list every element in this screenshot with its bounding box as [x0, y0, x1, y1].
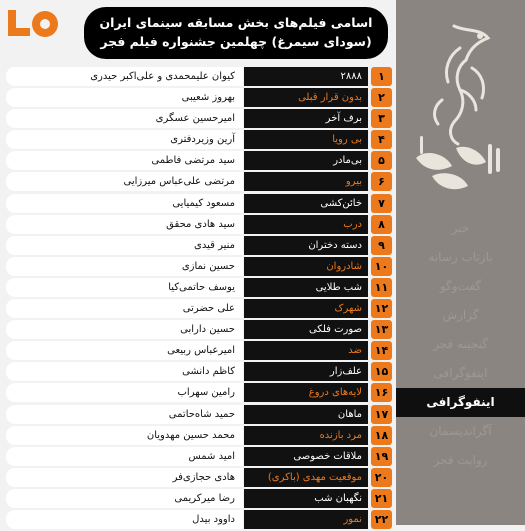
row-number: ۲	[371, 88, 392, 107]
film-title: بیرو	[244, 172, 368, 191]
director-name: یوسف حاتمی‌کیا	[6, 278, 243, 297]
table-row	[6, 510, 392, 530]
film-title: بی‌مادر	[244, 151, 368, 170]
row-number: ۴	[371, 130, 392, 149]
row-number: ۶	[371, 172, 392, 191]
row-number: ۲۱	[371, 489, 392, 508]
director-name: مسعود کیمیایی	[6, 194, 243, 213]
film-title: شادروان	[244, 257, 368, 276]
table-row	[6, 130, 392, 150]
film-title: بی رویا	[244, 130, 368, 149]
row-number: ۳	[371, 109, 392, 128]
row-number: ۱۹	[371, 447, 392, 466]
film-title: علف‌زار	[244, 362, 368, 381]
simorgh-emblem-icon	[396, 8, 525, 208]
table-row	[6, 320, 392, 340]
table-row	[6, 405, 392, 425]
title-line-2: (سودای سیمرغ) چهلمین جشنواره فیلم فجر	[100, 34, 372, 49]
row-number: ۹	[371, 236, 392, 255]
sidebar-item-0[interactable]: خبر	[451, 221, 470, 235]
director-name: علی حضرتی	[6, 299, 243, 318]
film-title: صورت فلکی	[244, 320, 368, 339]
table-row	[6, 67, 392, 87]
film-title: شهرک	[244, 299, 368, 318]
row-number: ۷	[371, 194, 392, 213]
table-row	[6, 426, 392, 446]
table-row	[6, 151, 392, 171]
row-number: ۱۴	[371, 341, 392, 360]
director-name: امیرحسین عسگری	[6, 109, 243, 128]
film-title: دسته دختران	[244, 236, 368, 255]
film-title: نگهبان شب	[244, 489, 368, 508]
film-title: مرد بازنده	[244, 426, 368, 445]
row-number: ۱۱	[371, 278, 392, 297]
sidebar-item-3[interactable]: گزارش	[442, 308, 479, 322]
table-row	[6, 215, 392, 235]
film-title: خائن‌کشی	[244, 194, 368, 213]
director-name: بهروز شعیبی	[6, 88, 243, 107]
table-row	[6, 383, 392, 403]
table-row	[6, 299, 392, 319]
page-title	[84, 7, 388, 59]
director-name: امید شمس	[6, 447, 243, 466]
film-title: شب طلایی	[244, 278, 368, 297]
director-name: منیر قیدی	[6, 236, 243, 255]
director-name: حسین دارابی	[6, 320, 243, 339]
film-title: موقعیت مهدی (باکری)	[244, 468, 368, 487]
film-title: بدون قرار قبلی	[244, 88, 368, 107]
film-title: نمور	[244, 510, 368, 529]
sidebar-menu	[396, 214, 525, 475]
row-number: ۱۸	[371, 426, 392, 445]
row-number: ۸	[371, 215, 392, 234]
table-row	[6, 447, 392, 467]
director-name: حسین نمازی	[6, 257, 243, 276]
sidebar-item-4[interactable]: گنجینه فجر	[433, 337, 488, 351]
table-row	[6, 362, 392, 382]
table-row	[6, 194, 392, 214]
director-name: سید مرتضی فاطمی	[6, 151, 243, 170]
film-title: ماهان	[244, 405, 368, 424]
row-number: ۱۵	[371, 362, 392, 381]
director-name: رامین سهراب	[6, 383, 243, 402]
table-row	[6, 109, 392, 129]
director-name: هادی حجازی‌فر	[6, 468, 243, 487]
row-number: ۱۳	[371, 320, 392, 339]
film-title: ضد	[244, 341, 368, 360]
sidebar-item-2[interactable]: گفت‌وگو	[439, 279, 482, 293]
table-row	[6, 341, 392, 361]
table-row	[6, 257, 392, 277]
sidebar-item-1[interactable]: بازتاب رسانه	[428, 250, 493, 264]
row-number: ۱۲	[371, 299, 392, 318]
film-title: لایه‌های دروغ	[244, 383, 368, 402]
sidebar-item-8[interactable]: روایت فجر	[433, 453, 488, 467]
film-title: ۲۸۸۸	[244, 67, 368, 86]
film-title: برف آخر	[244, 109, 368, 128]
director-name: آرین وزیردفتری	[6, 130, 243, 149]
row-number: ۱۰	[371, 257, 392, 276]
director-name: داوود بیدل	[6, 510, 243, 529]
table-row	[6, 468, 392, 488]
director-name: سید هادی محقق	[6, 215, 243, 234]
director-name: کیوان علیمحمدی و علی‌اکبر حیدری	[6, 67, 243, 86]
table-row	[6, 489, 392, 509]
row-number: ۵	[371, 151, 392, 170]
table-row	[6, 172, 392, 192]
sidebar	[396, 0, 525, 525]
row-number: ۱۶	[371, 383, 392, 402]
sidebar-item-5[interactable]: اینفوگرافی	[433, 366, 488, 380]
director-name: امیرعباس ربیعی	[6, 341, 243, 360]
film-title: ملاقات خصوصی	[244, 447, 368, 466]
table-row	[6, 236, 392, 256]
films-table	[6, 67, 392, 531]
title-line-1: اسامی فیلم‌های بخش مسابقه سینمای ایران	[99, 15, 373, 30]
director-name: رضا میرکریمی	[6, 489, 243, 508]
sidebar-item-7[interactable]: آگراندیسمان	[429, 424, 492, 438]
film-title: درب	[244, 215, 368, 234]
director-name: کاظم دانشی	[6, 362, 243, 381]
row-number: ۲۲	[371, 510, 392, 529]
table-row	[6, 278, 392, 298]
table-row	[6, 88, 392, 108]
director-name: حمید شاه‌حاتمی	[6, 405, 243, 424]
director-name: مرتضی علی‌عباس میرزایی	[6, 172, 243, 191]
director-name: محمد حسین مهدویان	[6, 426, 243, 445]
row-number: ۱	[371, 67, 392, 86]
sidebar-item-6[interactable]: اینفوگرافی	[396, 388, 525, 417]
row-number: ۲۰	[371, 468, 392, 487]
brand-logo-icon	[8, 10, 60, 50]
row-number: ۱۷	[371, 405, 392, 424]
